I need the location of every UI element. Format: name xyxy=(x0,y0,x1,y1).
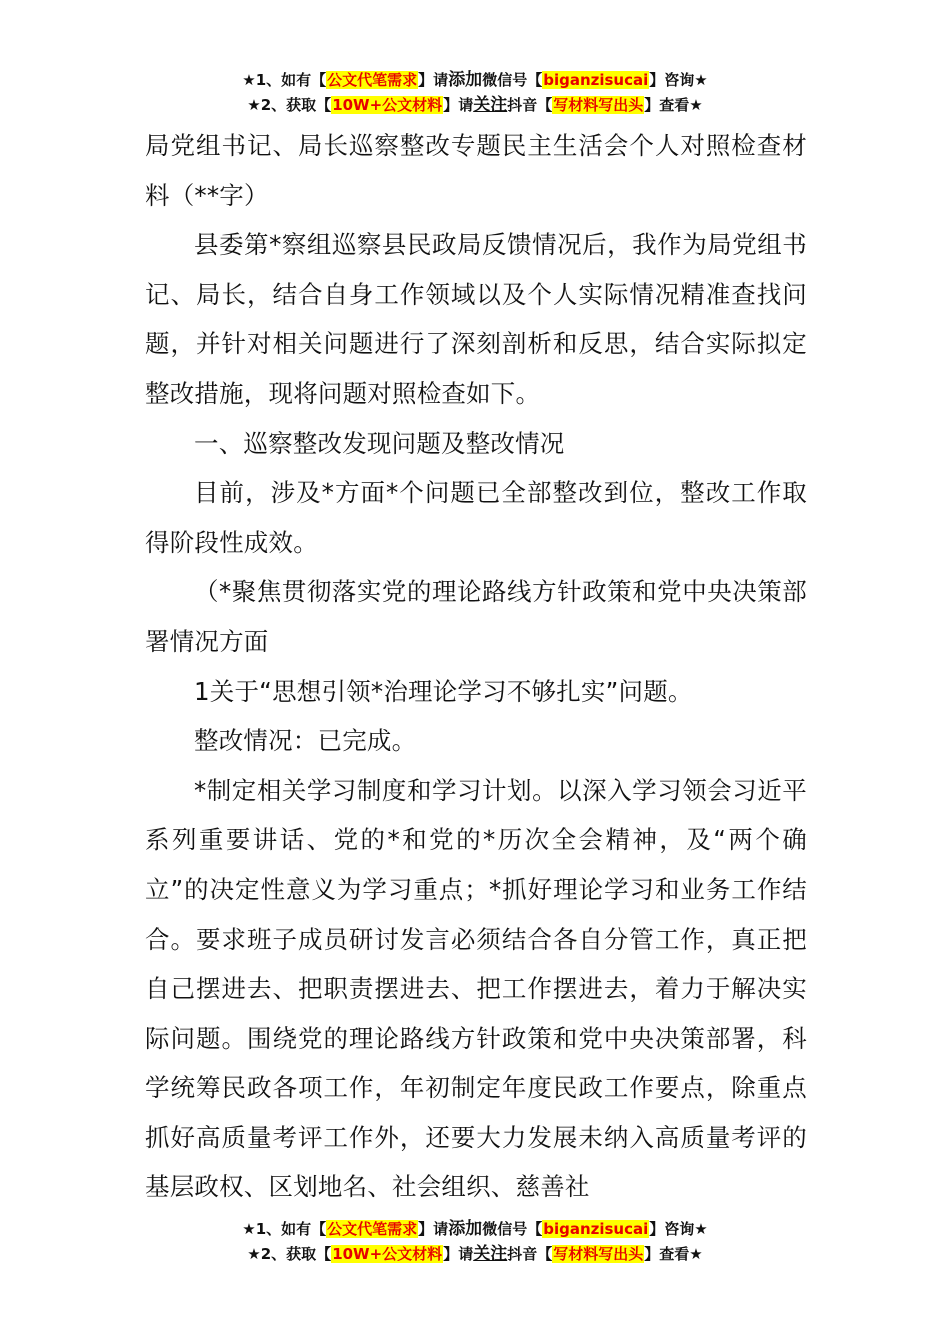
promo-emphasis: 关注 xyxy=(473,95,508,115)
promo-highlight: 10W+公文材料 xyxy=(332,96,443,114)
promo-line-2 xyxy=(0,1242,950,1267)
promo-highlight: 公文代笔需求 xyxy=(327,71,418,89)
promo-line-1 xyxy=(0,68,950,93)
promo-highlight: 公文代笔需求 xyxy=(327,1220,418,1238)
promo-text: 】咨询★ xyxy=(649,71,708,89)
promo-emphasis: 关注 xyxy=(473,1244,508,1264)
section-heading: 一、巡察整改发现问题及整改情况 xyxy=(194,428,565,458)
paragraph: 目前，涉及*方面*个问题已全部整改到位，整改工作取得阶段性成效。 xyxy=(145,478,807,557)
promo-emphasis: 添加 xyxy=(448,70,483,90)
promo-text: 】请 xyxy=(443,96,474,114)
promo-text: 微信号【 xyxy=(482,71,543,89)
paragraph: 县委第*察组巡察县民政局反馈情况后，我作为局党组书记、局长，结合自身工作领域以及个人实际情况精准查找问题，并针对相关问题进行了深刻剖析和反思，结合实际拟定整改措施，现将问题对照检查如下。 xyxy=(145,230,807,408)
promo-highlight: biganzisucai xyxy=(543,71,649,89)
promo-text: 】请 xyxy=(443,1245,474,1263)
status-line: 整改情况：已完成。 xyxy=(194,726,417,756)
promo-text: 】请 xyxy=(418,1220,449,1238)
promo-highlight: 写材料写出头 xyxy=(553,1245,644,1263)
promo-text: 微信号【 xyxy=(482,1220,543,1238)
promo-text: 】咨询★ xyxy=(649,1220,708,1238)
promo-text: 】查看★ xyxy=(644,96,703,114)
document-body xyxy=(145,121,807,1212)
promo-highlight: biganzisucai xyxy=(543,1220,649,1238)
promo-text: 】查看★ xyxy=(644,1245,703,1263)
issue-heading: 1关于“思想引领*治理论学习不够扎实”问题。 xyxy=(194,676,693,706)
subsection-heading: （*聚焦贯彻落实党的理论路线方针政策和党中央决策部署情况方面 xyxy=(145,577,807,656)
promo-banner-bottom xyxy=(0,1217,950,1267)
promo-highlight: 写材料写出头 xyxy=(553,96,644,114)
promo-line-2 xyxy=(0,93,950,118)
promo-text: ★1、如有【 xyxy=(242,71,327,89)
promo-line-1 xyxy=(0,1217,950,1242)
promo-emphasis: 添加 xyxy=(448,1219,483,1239)
promo-text: 抖音【 xyxy=(507,1245,553,1263)
promo-text: 】请 xyxy=(418,71,449,89)
paragraph: *制定相关学习制度和学习计划。以深入学习领会习近平系列重要讲话、党的*和党的*历次全会精神，及“两个确立”的决定性意义为学习重点；*抓好理论学习和业务工作结合。要求班子成员研讨发言必须结合各自分管工作，真正把自己摆进去、把职责摆进去、把工作摆进去，着力于解决实际问题。围绕党的理论路线方针政策和党中央决策部署，科学统筹民政各项工作，年初制定年度民政工作要点，除重点抓好高质量考评工作外，还要大力发展未纳入高质量考评的基层政权、区划地名、社会组织、慈善社 xyxy=(145,775,807,1202)
promo-text: ★2、获取【 xyxy=(247,96,332,114)
promo-text: 抖音【 xyxy=(507,96,553,114)
promo-highlight: 10W+公文材料 xyxy=(332,1245,443,1263)
promo-text: ★2、获取【 xyxy=(247,1245,332,1263)
document-title: 局党组书记、局长巡察整改专题民主生活会个人对照检查材料（**字） xyxy=(145,131,807,210)
promo-banner-top xyxy=(0,68,950,118)
promo-text: ★1、如有【 xyxy=(242,1220,327,1238)
